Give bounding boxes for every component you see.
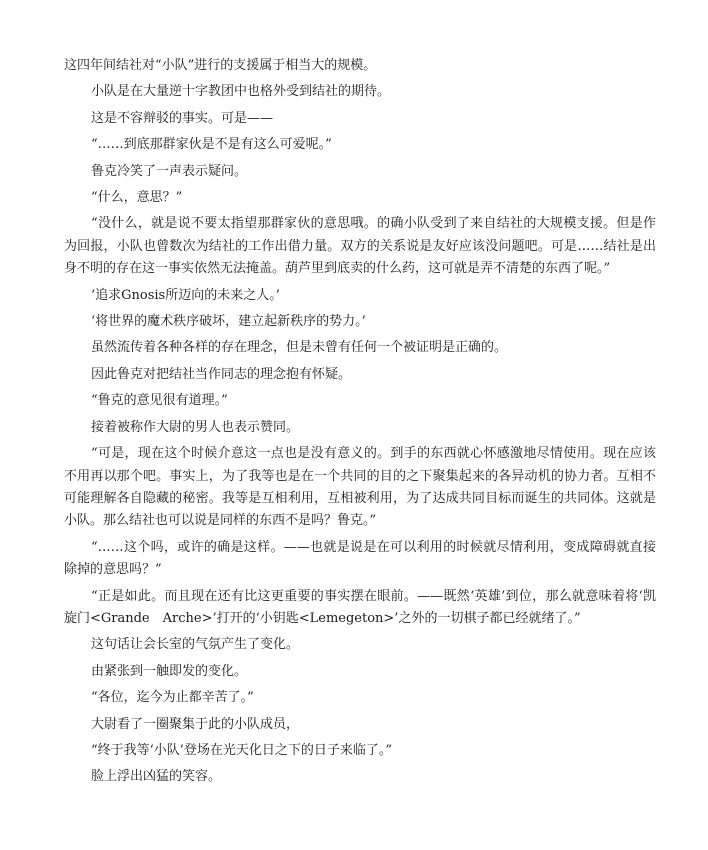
document-page <box>64 55 656 789</box>
paragraph-10: 虽然流传着各种各样的存在理念，但是未曾有任何一个被证明是正确的。 <box>91 340 508 356</box>
paragraph-1: 这四年间结社对“小队”进行的支援属于相当大的规模。 <box>64 58 377 73</box>
paragraph-15: “……这个吗，或许的确是这样。——也就是说是在可以利用的时候就尽情利用，变成障碍就直接除掉的意思吗？” <box>64 539 656 578</box>
paragraph-14: “可是，现在这个时候介意这一点也是没有意义的。到手的东西就心怀感激地尽情使用。现在应该不用再以那个吧。事实上，为了我等也是在一个共同的目的之下聚集起来的各异动机的协力者。互相不可能理解各自隐藏的秘密。我等是互相利用，互相被利用，为了达成共同目标而诞生的共同体。这就是小队。那么结社也可以说是同样的东西不是吗？鲁克。” <box>64 446 656 529</box>
paragraph-20: 大尉看了一圈聚集于此的小队成员， <box>91 716 300 732</box>
paragraph-13: 接着被称作大尉的男人也表示赞同。 <box>91 419 300 435</box>
paragraph-2: 小队是在大量逆十字教团中也格外受到结社的期待。 <box>91 84 391 100</box>
paragraph-19: “各位，迄今为止都辛苦了。” <box>91 690 254 706</box>
paragraph-9: ‘将世界的魔术秩序破坏，建立起新秩序的势力。’ <box>91 314 366 330</box>
paragraph-3: 这是不容辩驳的事实。可是—— <box>91 110 274 126</box>
paragraph-7: “没什么，就是说不要太指望那群家伙的意思哦。的确小队受到了来自结社的大规模支援。但是作为回报，小队也曾数次为结社的工作出借力量。双方的关系说是友好应该没问题吧。可是……结社是出身不明的存在这一事实依然无法掩盖。葫芦里到底卖的什么药，这可就是弄不清楚的东西了呢。” <box>64 216 656 277</box>
paragraph-18: 由紧张到一触即发的变化。 <box>91 663 248 679</box>
paragraph-16: “正是如此。而且现在还有比这更重要的事实摆在眼前。——既然‘英雄’到位，那么就意味着将‘凯旋门<Grande Arche>’打开的‘小钥匙<Lemegeton>’之外的一切棋子都已经就绪了。” <box>64 588 656 626</box>
paragraph-6: “什么，意思？” <box>91 190 183 206</box>
paragraph-12: “鲁克的意见很有道理。” <box>91 393 228 409</box>
paragraph-5: 鲁克冷笑了一声表示疑问。 <box>91 163 248 179</box>
paragraph-8: ‘追求Gnosis所迈向的未来之人。’ <box>91 287 280 303</box>
paragraph-21: “终于我等‘小队’登场在光天化日之下的日子来临了。” <box>91 742 393 758</box>
paragraph-4: “……到底那群家伙是不是有这么可爱呢。” <box>91 137 332 153</box>
paragraph-17: 这句话让会长室的气氛产生了变化。 <box>91 637 300 653</box>
paragraph-22: 脸上浮出凶猛的笑容。 <box>91 769 222 785</box>
paragraph-11: 因此鲁克对把结社当作同志的理念抱有怀疑。 <box>91 366 352 382</box>
